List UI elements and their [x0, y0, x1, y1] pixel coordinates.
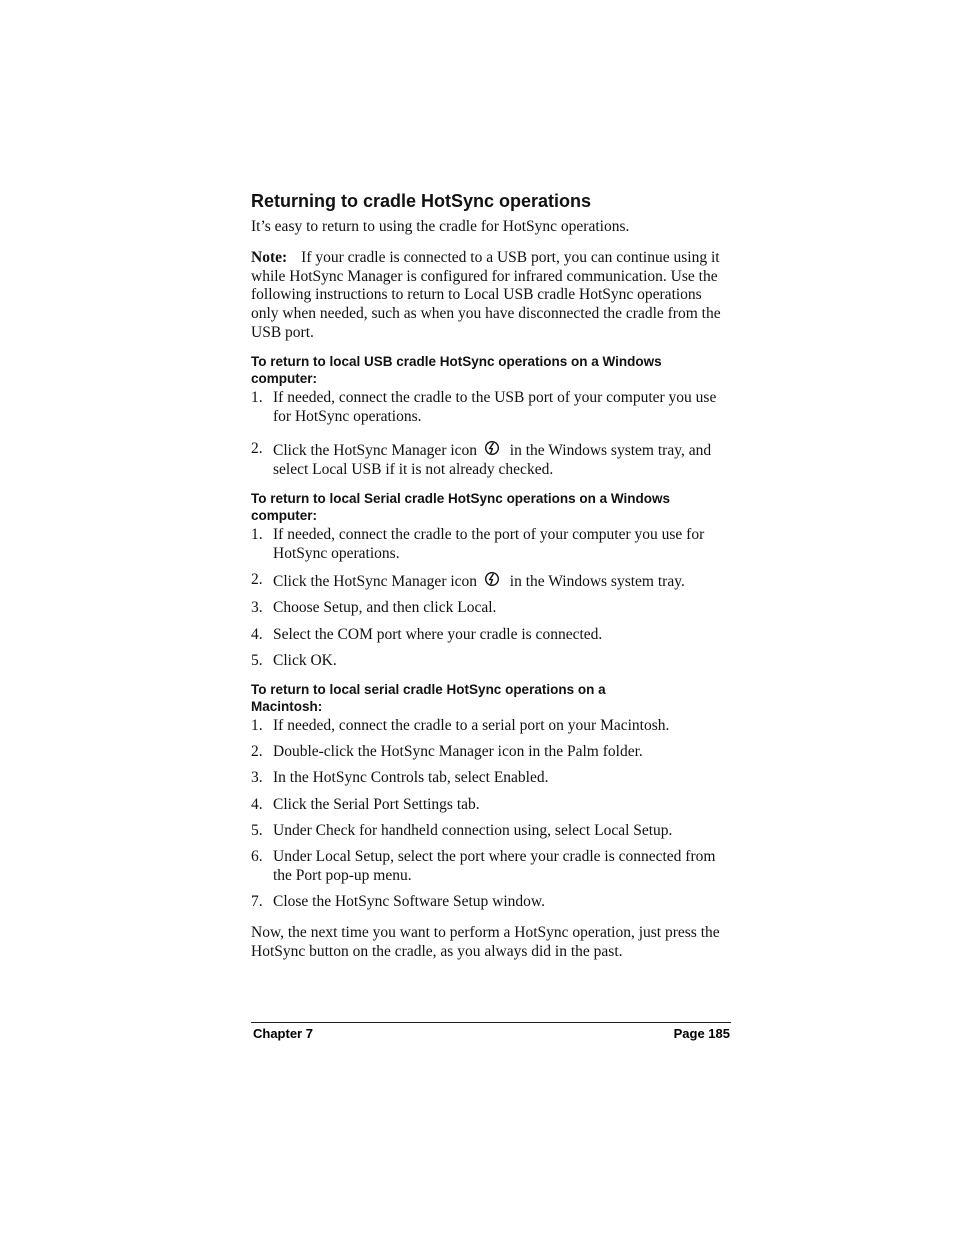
list-item	[251, 769, 731, 788]
page-content	[251, 190, 731, 962]
section-heading-serial-windows	[251, 490, 731, 524]
step-number: 2.	[251, 440, 263, 458]
step-number: 2.	[251, 571, 263, 589]
step-text-before: Click the HotSync Manager icon	[273, 573, 478, 591]
closing-paragraph: Now, the next time you want to perform a HotSync operation, just press the HotSync button on the cradle, as you always did in the past.	[251, 924, 720, 960]
step-number: 3.	[251, 769, 263, 787]
step-number: 4.	[251, 795, 263, 813]
step-number: 2.	[251, 743, 263, 761]
step-number: 3.	[251, 599, 263, 617]
list-item	[251, 526, 731, 564]
section-heading-usb-windows	[251, 353, 731, 387]
list-item	[251, 652, 731, 671]
list-item	[251, 571, 731, 592]
footer-page-number: Page 185	[673, 1026, 730, 1041]
step-number: 5.	[251, 651, 263, 669]
list-item	[251, 743, 731, 762]
step-number: 7.	[251, 893, 263, 911]
step-number: 5.	[251, 821, 263, 839]
list-item	[251, 626, 731, 645]
steps-serial-windows	[251, 526, 731, 671]
step-text: Click OK.	[273, 651, 337, 669]
step-text: Select the COM port where your cradle is connected.	[273, 625, 603, 643]
list-item	[251, 389, 731, 427]
step-text: Click the Serial Port Settings tab.	[273, 795, 480, 813]
list-item	[251, 796, 731, 815]
step-text: Choose Setup, and then click Local.	[273, 599, 497, 617]
note-text: If your cradle is connected to a USB port, you can continue using it while HotSync Manager is configured for infrared communication. Use the following instructions to return to Local USB cradle HotSync operations only when needed, such as when you have disconnected the cradle from the USB port.	[251, 248, 721, 341]
step-text: Double-click the HotSync Manager icon in the Palm folder.	[273, 743, 643, 761]
step-number: 4.	[251, 625, 263, 643]
list-item	[251, 822, 731, 841]
step-number: 6.	[251, 848, 263, 866]
step-text: Close the HotSync Software Setup window.	[273, 893, 545, 911]
list-item	[251, 717, 731, 736]
step-text: Under Local Setup, select the port where your cradle is connected from the Port pop-up menu.	[273, 848, 716, 885]
step-text-before: Click the HotSync Manager icon	[273, 442, 478, 460]
footer-chapter: Chapter 7	[253, 1026, 313, 1041]
note-label: Note:	[251, 248, 288, 266]
steps-usb-windows	[251, 389, 731, 480]
step-number: 1.	[251, 716, 263, 734]
list-item	[251, 848, 731, 886]
page-title: Returning to cradle HotSync operations	[251, 191, 592, 211]
section-heading-text: To return to local USB cradle HotSync operations on a Windows computer:	[251, 353, 662, 386]
step-text: If needed, connect the cradle to the port of your computer you use for HotSync operations.	[273, 525, 705, 562]
list-item	[251, 893, 731, 912]
step-text: If needed, connect the cradle to a serial port on your Macintosh.	[273, 716, 670, 734]
hotsync-icon	[484, 440, 500, 456]
intro-paragraph: It’s easy to return to using the cradle for HotSync operations.	[251, 218, 630, 235]
section-heading-serial-macintosh	[251, 681, 651, 715]
list-item	[251, 440, 731, 480]
steps-serial-macintosh	[251, 717, 731, 912]
list-item	[251, 599, 731, 618]
step-text-after: in the Windows system tray, and select Local USB if it is not already checked.	[273, 442, 712, 479]
step-text: Under Check for handheld connection using, select Local Setup.	[273, 821, 673, 839]
section-heading-text: To return to local Serial cradle HotSync operations on a Windows computer:	[251, 490, 670, 523]
step-text-after: in the Windows system tray.	[509, 573, 685, 591]
step-number: 1.	[251, 525, 263, 543]
step-number: 1.	[251, 388, 263, 406]
hotsync-icon	[484, 571, 500, 587]
note-paragraph	[251, 249, 731, 343]
page-footer	[251, 1022, 731, 1041]
step-text: In the HotSync Controls tab, select Enabled.	[273, 769, 549, 787]
section-heading-text: To return to local serial cradle HotSync operations on a Macintosh:	[251, 681, 606, 714]
step-text: If needed, connect the cradle to the USB port of your computer you use for HotSync operations.	[273, 388, 717, 425]
